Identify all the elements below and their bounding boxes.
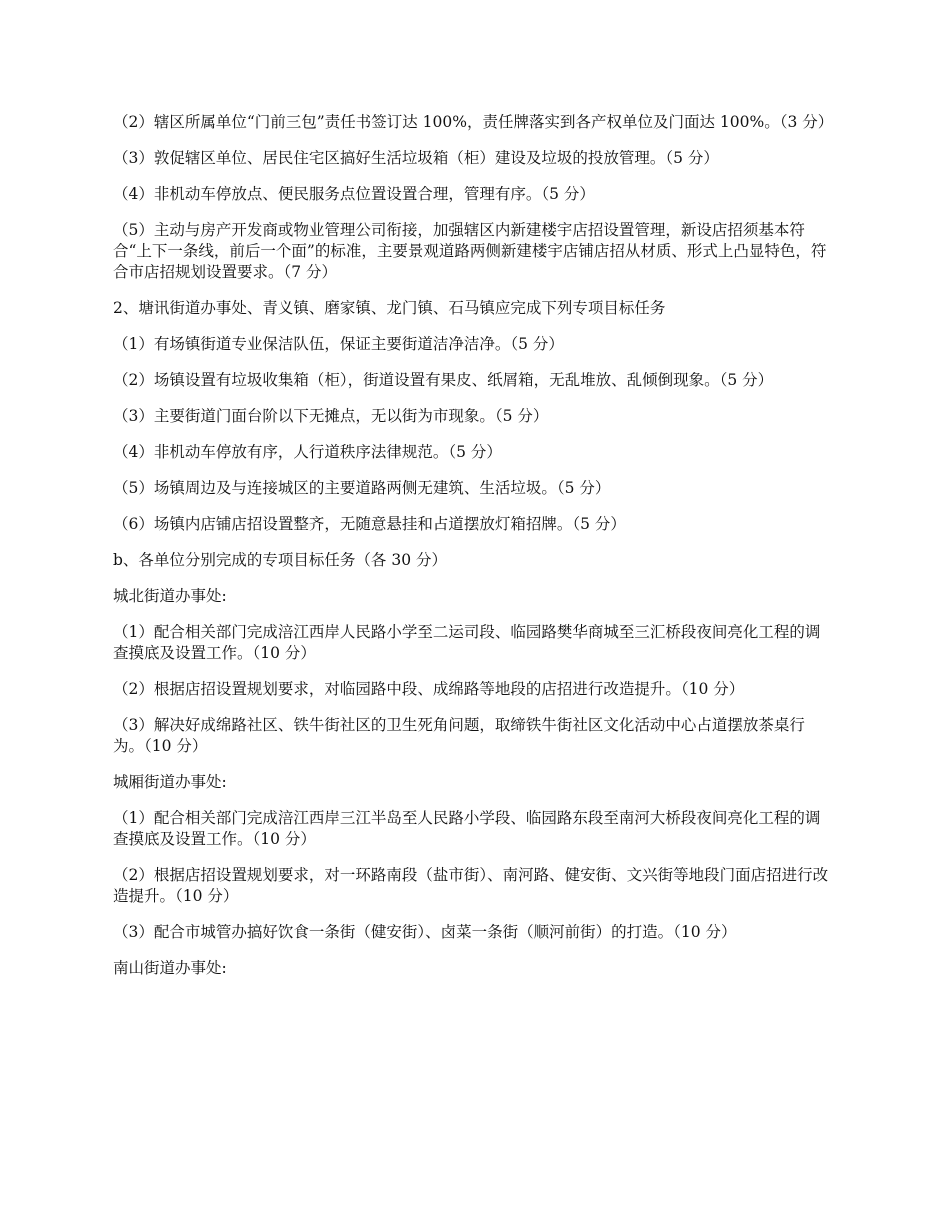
paragraph: （1）配合相关部门完成涪江西岸人民路小学至二运司段、临园路樊华商城至三汇桥段夜间亮化工程的调查摸底及设置工作。（10 分）	[113, 623, 821, 662]
unit-heading: 城厢街道办事处:	[113, 773, 227, 791]
section-heading: b、各单位分别完成的专项目标任务（各 30 分）	[113, 551, 448, 569]
paragraph: （4）非机动车停放点、便民服务点位置设置合理，管理有序。（5 分）	[113, 185, 595, 203]
paragraph: （2）根据店招设置规划要求，对临园路中段、成绵路等地段的店招进行改造提升。（10 分）	[113, 680, 745, 698]
unit-heading: 城北街道办事处:	[113, 587, 227, 605]
section-heading: 2、塘讯街道办事处、青义镇、磨家镇、龙门镇、石马镇应完成下列专项目标任务	[113, 299, 666, 317]
paragraph: （3）敦促辖区单位、居民住宅区搞好生活垃圾箱（柜）建设及垃圾的投放管理。（5 分）	[113, 149, 719, 167]
paragraph: （3）主要街道门面台阶以下无摊点，无以街为市现象。（5 分）	[113, 407, 549, 425]
unit-heading: 南山街道办事处:	[113, 959, 227, 977]
paragraph: （3）解决好成绵路社区、铁牛街社区的卫生死角问题，取缔铁牛街社区文化活动中心占道摆放茶桌行为。（10 分）	[113, 716, 805, 755]
paragraph: （1）配合相关部门完成涪江西岸三江半岛至人民路小学段、临园路东段至南河大桥段夜间亮化工程的调查摸底及设置工作。（10 分）	[113, 809, 821, 848]
paragraph: （2）辖区所属单位“门前三包”责任书签订达 100%，责任牌落实到各产权单位及门面达 100%。（3 分）	[113, 113, 834, 131]
paragraph: （4）非机动车停放有序，人行道秩序法律规范。（5 分）	[113, 443, 502, 461]
paragraph: （2）场镇设置有垃圾收集箱（柜），街道设置有果皮、纸屑箱，无乱堆放、乱倾倒现象。（5 分）	[113, 371, 774, 389]
paragraph: （2）根据店招设置规划要求，对一环路南段（盐市街）、南河路、健安街、文兴街等地段门面店招进行改造提升。（10 分）	[113, 866, 829, 905]
paragraph: （1）有场镇街道专业保洁队伍，保证主要街道洁净洁净。（5 分）	[113, 335, 564, 353]
paragraph: （5）场镇周边及与连接城区的主要道路两侧无建筑、生活垃圾。（5 分）	[113, 479, 611, 497]
paragraph: （3）配合市城管办搞好饮食一条街（健安街）、卤菜一条街（顺河前街）的打造。（10 分）	[113, 923, 737, 941]
paragraph: （5）主动与房产开发商或物业管理公司衔接，加强辖区内新建楼宇店招设置管理，新设店招须基本符合“上下一条线，前后一个面”的标准，主要景观道路两侧新建楼宇店铺店招从材质、形式上凸显特色，符合市店招规划设置要求。（7 分）	[113, 221, 827, 281]
document-body	[113, 112, 835, 994]
paragraph: （6）场镇内店铺店招设置整齐，无随意悬挂和占道摆放灯箱招牌。（5 分）	[113, 515, 626, 533]
